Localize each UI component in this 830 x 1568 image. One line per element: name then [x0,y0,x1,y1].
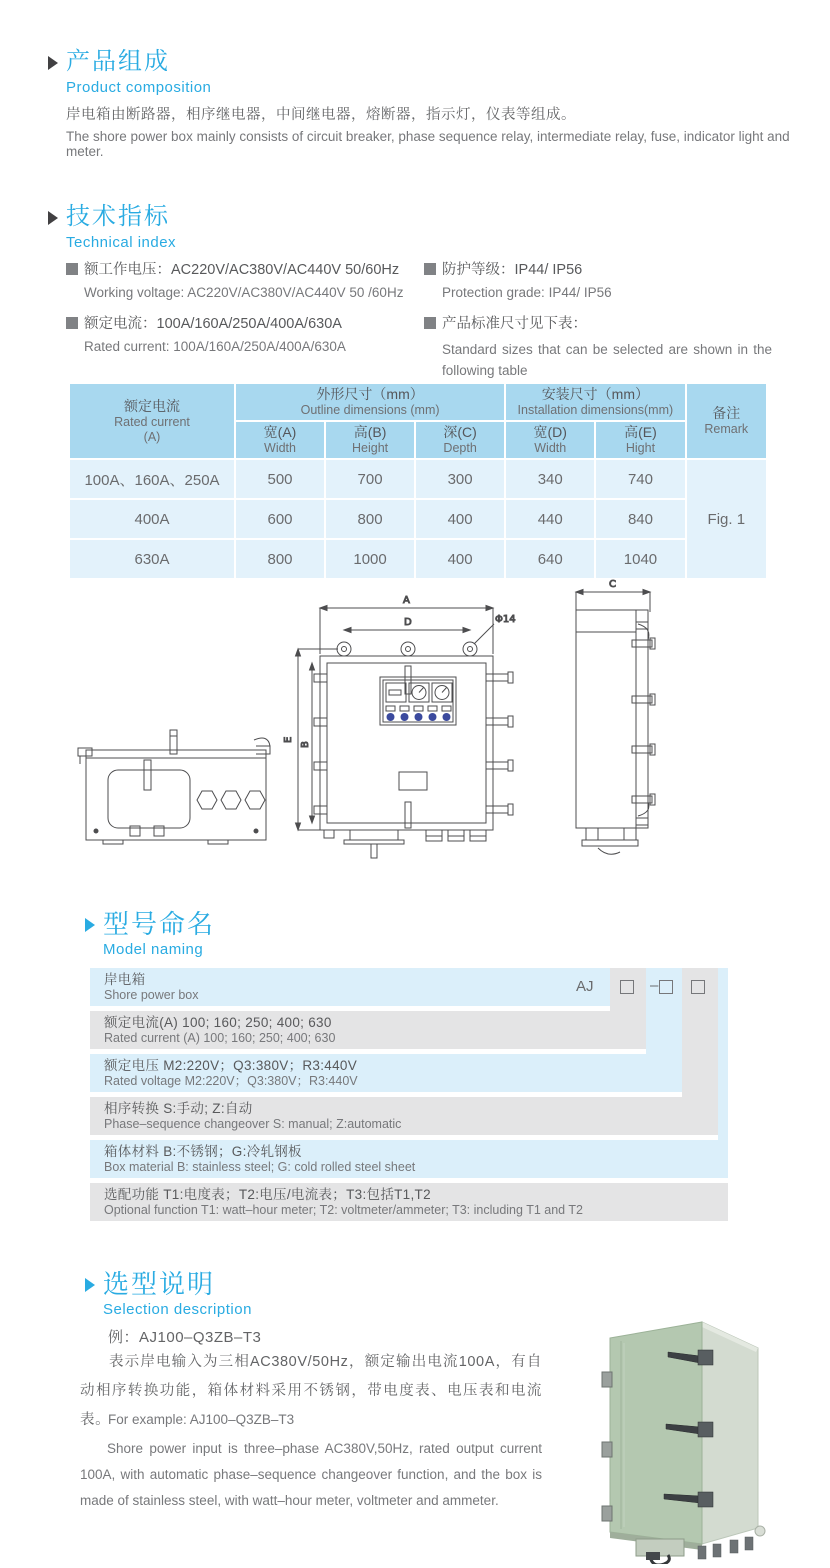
section-arrow-icon [85,1278,95,1292]
dim-cell: 440 [506,500,594,538]
dim-subheader: 宽(A) Width [236,422,324,458]
spec-en: Standard sizes that can be selected are shown in the following table [442,342,772,378]
square-bullet-icon [424,263,436,275]
model-code-dash: – [650,977,659,994]
bottom-view-drawing [78,730,270,844]
dim-cell: 400 [416,540,504,578]
naming-row-rated-current: 额定电流(A) 100; 160; 250; 400; 630 Rated current (A) 100; 160; 250; 400; 630 [90,1011,646,1049]
meter-panel-drawing [380,677,456,725]
model-naming-table [90,968,728,1221]
selection-body-cn: 表示岸电输入为三相AC380V/50Hz，额定输出电流100A，有自动相序转换功能，箱体材料采用不锈钢，带电度表、电压表和电流表。 [80,1354,542,1428]
table-row [70,460,766,498]
dim-cell: 500 [236,460,324,498]
model-code-box-current [620,980,634,994]
composition-text-cn: 岸电箱由断路器，相序继电器，中间继电器，熔断器，指示灯，仪表等组成。 [66,107,576,123]
section-title-cn: 选型说明 [103,1269,216,1299]
section-title-en: Model naming [103,941,204,958]
spec-standard-sizes [424,312,772,381]
svg-text:C: C [609,579,616,590]
dim-header-installation: 安装尺寸（mm） Installation dimensions(mm) [506,384,684,420]
dim-cell: 1040 [596,540,684,578]
model-code-box-optional [691,980,705,994]
dim-cell: 800 [236,540,324,578]
svg-text:B: B [300,741,311,748]
square-bullet-icon [66,263,78,275]
side-view-drawing [576,579,655,854]
dim-subheader: 深(C) Depth [416,422,504,458]
dim-cell: 600 [236,500,324,538]
section-title-en: Technical index [66,234,177,251]
spec-protection-grade [424,258,612,300]
spec-en: Working voltage: AC220V/AC380V/AC440V 50 /60Hz [84,285,404,300]
table-row [70,500,766,538]
selection-example-en: For example: AJ100–Q3ZB–T3 [108,1412,295,1427]
model-naming-heading [85,910,215,958]
svg-text:Φ14: Φ14 [495,614,516,625]
product-photo [550,1296,802,1564]
dim-cell: 630A [70,540,234,578]
dim-cell: 300 [416,460,504,498]
dim-header-remark: 备注 Remark [687,384,766,458]
table-row [70,540,766,578]
dim-cell: 400 [416,500,504,538]
section-arrow-icon [48,56,58,70]
dim-subheader: 高(B) Height [326,422,414,458]
svg-text:D: D [404,617,412,628]
dim-remark-cell: Fig. 1 [687,460,766,578]
front-view-drawing [283,595,516,858]
model-code [90,968,728,1006]
dim-cell: 1000 [326,540,414,578]
dim-header-outline: 外形尺寸（mm） Outline dimensions (mm) [236,384,504,420]
dim-cell: 400A [70,500,234,538]
spec-working-voltage [66,258,403,300]
spec-cn: 产品标准尺寸见下表： [442,316,587,332]
dim-cell: 340 [506,460,594,498]
section-title-en: Product composition [66,79,212,96]
spec-en: Protection grade: IP44/ IP56 [442,285,612,300]
section-title-cn: 型号命名 [103,909,216,939]
technical-drawings [58,578,778,878]
spec-rated-current [66,312,346,354]
naming-row-phase-changeover: 相序转换 S:手动; Z:自动 Phase–sequence changeover S: manual; Z:automatic [90,1097,718,1135]
spec-cn: 额工作电压：AC220V/AC380V/AC440V 50/60Hz [84,262,400,278]
spec-en: Rated current: 100A/160A/250A/400A/630A [84,339,346,354]
naming-row-rated-voltage: 额定电压 M2:220V；Q3:380V；R3:440V Rated voltage M2:220V；Q3:380V；R3:440V [90,1054,682,1092]
spec-cn: 防护等级：IP44/ IP56 [442,262,583,278]
section-arrow-icon [48,211,58,225]
section-title-cn: 产品组成 [66,48,170,75]
dim-cell: 840 [596,500,684,538]
selection-example-cn: 例：AJ100–Q3ZB–T3 [108,1329,262,1346]
square-bullet-icon [424,317,436,329]
dim-subheader: 宽(D) Width [506,422,594,458]
dim-cell: 100A、160A、250A [70,460,234,498]
naming-row-shore-power-box: 岸电箱 Shore power box [90,968,610,1006]
dim-subheader: 高(E) Hight [596,422,684,458]
dim-cell: 700 [326,460,414,498]
svg-text:A: A [403,595,410,606]
dim-cell: 800 [326,500,414,538]
composition-text-en: The shore power box mainly consists of circuit breaker, phase sequence relay, intermediate relay, fuse, indicator light and meter. [66,129,790,159]
naming-row-box-material: 箱体材料 B:不锈钢；G:冷轧钢板 Box material B: stainless steel; G: cold rolled steel sheet [90,1140,728,1178]
spec-cn: 额定电流：100A/160A/250A/400A/630A [84,316,342,332]
model-code-box-voltage [659,980,673,994]
dim-cell: 740 [596,460,684,498]
section-title-cn: 技术指标 [66,203,170,230]
technical-index-heading [48,203,176,251]
selection-body-en: Shore power input is three–phase AC380V,50Hz, rated output current 100A, with automatic phase–sequence changeover function, and the box is made of stainless steel, with watt–hour meter, voltmeter and ammeter. [80,1441,542,1508]
selection-description-heading [85,1270,252,1318]
svg-text:E: E [283,736,294,743]
model-code-prefix: AJ [576,978,594,995]
section-title-en: Selection description [103,1301,252,1318]
dim-header-rated-current: 额定电流 Rated current (A) [70,384,234,458]
dim-cell: 640 [506,540,594,578]
product-composition-heading [48,48,211,96]
section-arrow-icon [85,918,95,932]
square-bullet-icon [66,317,78,329]
naming-row-optional-function: 选配功能 T1:电度表；T2:电压/电流表；T3:包括T1,T2 Optional function T1: watt–hour meter; T2: voltmeter/ammeter; T3: including T1 and T2 [90,1183,728,1221]
dimension-table [68,382,768,580]
